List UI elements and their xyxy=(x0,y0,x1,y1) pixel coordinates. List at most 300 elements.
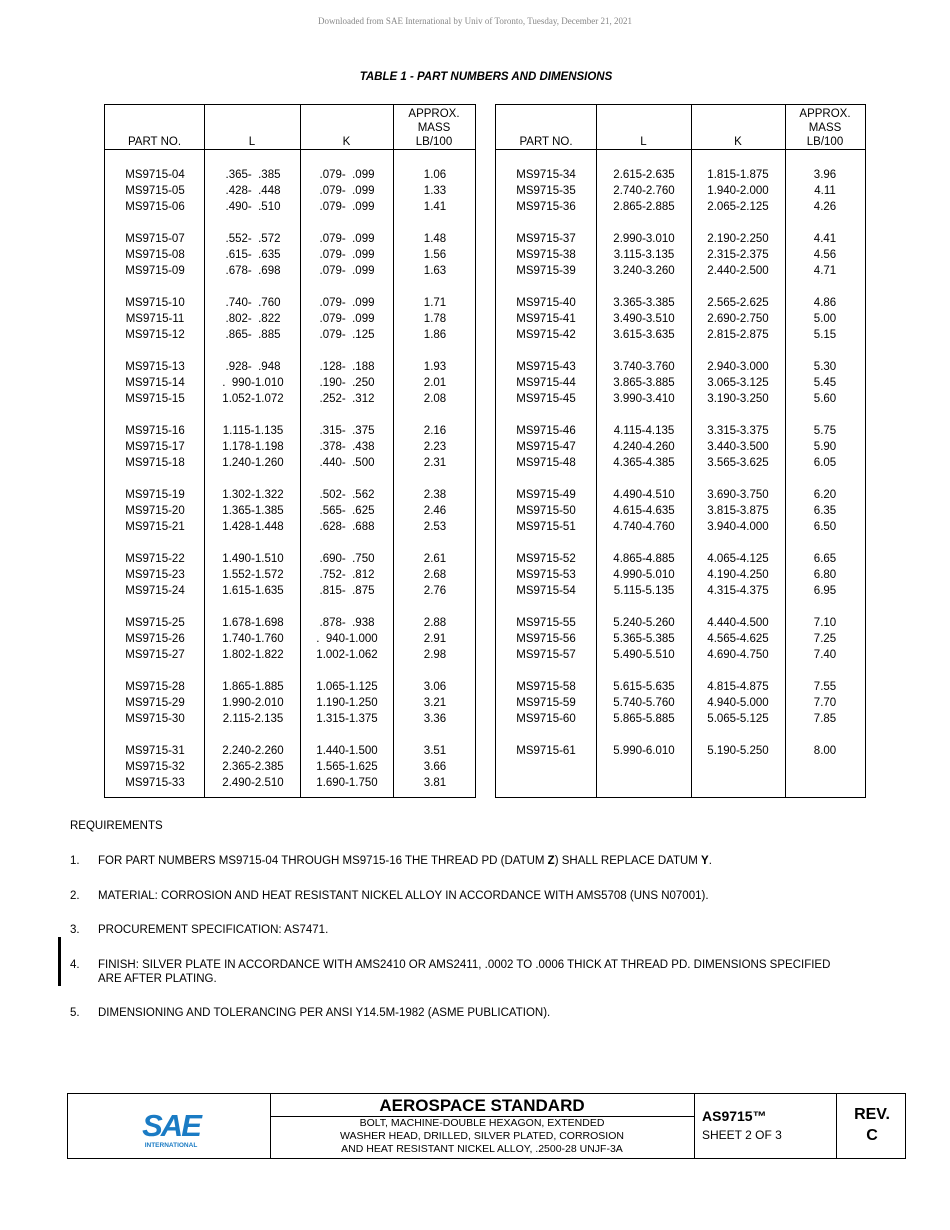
header-mass xyxy=(785,107,865,149)
row-spacer xyxy=(496,663,865,679)
part-number-cell: MS9715-48 xyxy=(516,457,576,469)
row-spacer xyxy=(496,535,865,551)
table-row xyxy=(105,391,475,407)
header-mass-line3: LB/100 xyxy=(806,136,844,148)
part-number-cell: MS9715-21 xyxy=(125,521,185,533)
table-row xyxy=(496,631,865,647)
k-value-cell: 4.190-4.250 xyxy=(707,569,769,581)
mass-value-cell: 2.38 xyxy=(423,489,447,501)
sheet-number: SHEET 2 OF 3 xyxy=(702,1128,782,1142)
desc-line-1: BOLT, MACHINE-DOUBLE HEXAGON, EXTENDED xyxy=(359,1117,605,1129)
mass-value-cell: 7.40 xyxy=(813,649,837,661)
k-value-cell: 3.565-3.625 xyxy=(707,457,769,469)
table-row xyxy=(496,519,865,535)
datum-z: Z xyxy=(547,855,555,867)
parts-table-left xyxy=(104,104,476,798)
revision xyxy=(837,1104,907,1146)
row-spacer xyxy=(105,343,475,359)
mass-value-cell: 1.71 xyxy=(423,297,447,309)
mass-value-cell: 3.21 xyxy=(423,697,447,709)
mass-value-cell: 2.23 xyxy=(423,441,447,453)
k-value-cell: 1.815-1.875 xyxy=(707,169,769,181)
part-number-cell: MS9715-54 xyxy=(516,585,576,597)
table-row xyxy=(105,647,475,663)
part-number-cell: MS9715-41 xyxy=(516,313,576,325)
row-spacer xyxy=(105,407,475,423)
table-row xyxy=(496,615,865,631)
part-number-cell: MS9715-13 xyxy=(125,361,185,373)
part-number-cell: MS9715-36 xyxy=(516,201,576,213)
k-value-cell: 1.065-1.125 xyxy=(316,681,378,693)
part-number-cell: MS9715-47 xyxy=(516,441,576,453)
l-value-cell: 3.115-3.135 xyxy=(613,249,675,261)
header-k: K xyxy=(342,136,351,148)
row-spacer xyxy=(496,279,865,295)
l-value-cell: 4.240-4.260 xyxy=(613,441,675,453)
l-value-cell: 4.490-4.510 xyxy=(613,489,675,501)
table-row xyxy=(105,583,475,599)
mass-value-cell: 3.36 xyxy=(423,713,447,725)
k-value-cell: 2.190-2.250 xyxy=(707,233,769,245)
l-value-cell: . 990-1.010 xyxy=(222,377,284,389)
table-row xyxy=(496,247,865,263)
mass-value-cell: 8.00 xyxy=(813,745,837,757)
table-row xyxy=(105,679,475,695)
part-number-cell: MS9715-14 xyxy=(125,377,185,389)
l-value-cell: .490- .510 xyxy=(225,201,281,213)
l-value-cell: 3.240-3.260 xyxy=(613,265,675,277)
table-row xyxy=(496,263,865,279)
part-number-cell: MS9715-22 xyxy=(125,553,185,565)
row-spacer xyxy=(105,535,475,551)
l-value-cell: 1.428-1.448 xyxy=(222,521,284,533)
row-spacer xyxy=(496,407,865,423)
mass-value-cell: 1.63 xyxy=(423,265,447,277)
sae-logo-subtext: INTERNATIONAL xyxy=(144,1142,198,1149)
part-description xyxy=(270,1117,694,1156)
rows-left xyxy=(105,167,475,791)
k-value-cell: .079- .099 xyxy=(319,185,375,197)
mass-value-cell: 5.75 xyxy=(813,425,837,437)
mass-value-cell: 1.56 xyxy=(423,249,447,261)
l-value-cell: 5.865-5.885 xyxy=(613,713,675,725)
table-row xyxy=(496,311,865,327)
mass-value-cell: 3.81 xyxy=(423,777,447,789)
part-number-cell: MS9715-30 xyxy=(125,713,185,725)
mass-value-cell: 6.95 xyxy=(813,585,837,597)
table-row xyxy=(496,167,865,183)
header-mass-line1: APPROX. xyxy=(408,108,460,120)
part-number-cell: MS9715-51 xyxy=(516,521,576,533)
part-number-cell: MS9715-45 xyxy=(516,393,576,405)
l-value-cell: 2.740-2.760 xyxy=(613,185,675,197)
mass-value-cell: 1.93 xyxy=(423,361,447,373)
k-value-cell: .878- .938 xyxy=(319,617,375,629)
k-value-cell: 5.190-5.250 xyxy=(707,745,769,757)
table-row xyxy=(105,375,475,391)
l-value-cell: 1.865-1.885 xyxy=(222,681,284,693)
k-value-cell: .815- .875 xyxy=(319,585,375,597)
l-value-cell: 1.240-1.260 xyxy=(222,457,284,469)
header-l: L xyxy=(640,136,647,148)
download-notice: Downloaded from SAE International by Univ of Toronto, Tuesday, December 21, 2021 xyxy=(317,16,633,26)
part-number-cell: MS9715-10 xyxy=(125,297,185,309)
desc-line-2: WASHER HEAD, DRILLED, SILVER PLATED, CORROSION xyxy=(340,1130,624,1142)
rev-label: REV. xyxy=(854,1106,890,1123)
table-row xyxy=(105,295,475,311)
table-row xyxy=(496,439,865,455)
part-number-cell: MS9715-29 xyxy=(125,697,185,709)
header-mass-line2: MASS xyxy=(417,122,451,134)
mass-value-cell: 2.53 xyxy=(423,521,447,533)
l-value-cell: 2.490-2.510 xyxy=(222,777,284,789)
part-number-cell: MS9715-40 xyxy=(516,297,576,309)
part-number-cell: MS9715-20 xyxy=(125,505,185,517)
rows-right xyxy=(496,167,865,759)
l-value-cell: 2.365-2.385 xyxy=(222,761,284,773)
k-value-cell: 1.940-2.000 xyxy=(707,185,769,197)
part-number-cell: MS9715-43 xyxy=(516,361,576,373)
requirement-text: FINISH: SILVER PLATE IN ACCORDANCE WITH AMS2410 OR AMS2411, .0002 TO .0006 THICK AT THREAD PD. DIMENSIONS SPECIFIED ARE AFTER PLATING. xyxy=(98,959,831,985)
mass-value-cell: 2.46 xyxy=(423,505,447,517)
table-row xyxy=(496,455,865,471)
table-row xyxy=(105,231,475,247)
requirement-text: FOR PART NUMBERS MS9715-04 THROUGH MS9715-16 THE THREAD PD (DATUM Z) SHALL REPLACE DATUM Y. xyxy=(98,855,712,867)
table-row xyxy=(105,743,475,759)
k-value-cell: .079- .099 xyxy=(319,249,375,261)
l-value-cell: 2.240-2.260 xyxy=(222,745,284,757)
header-l: L xyxy=(248,136,256,148)
header-part-no: PART NO. xyxy=(519,136,573,148)
k-value-cell: .079- .099 xyxy=(319,265,375,277)
k-value-cell: 3.315-3.375 xyxy=(707,425,769,437)
k-value-cell: 2.690-2.750 xyxy=(707,313,769,325)
table-row xyxy=(105,615,475,631)
table-row xyxy=(496,327,865,343)
l-value-cell: .428- .448 xyxy=(225,185,281,197)
l-value-cell: 5.990-6.010 xyxy=(613,745,675,757)
k-value-cell: .690- .750 xyxy=(319,553,375,565)
mass-value-cell: 5.15 xyxy=(813,329,837,341)
part-number-cell: MS9715-06 xyxy=(125,201,185,213)
mass-value-cell: 3.06 xyxy=(423,681,447,693)
requirement-number: 4. xyxy=(70,959,80,971)
mass-value-cell: 6.50 xyxy=(813,521,837,533)
mass-value-cell: 6.65 xyxy=(813,553,837,565)
part-number-cell: MS9715-53 xyxy=(516,569,576,581)
table-row xyxy=(496,391,865,407)
title-block xyxy=(67,1093,906,1159)
mass-value-cell: 7.10 xyxy=(813,617,837,629)
l-value-cell: .740- .760 xyxy=(225,297,281,309)
part-number-cell: MS9715-04 xyxy=(125,169,185,181)
part-number-cell: MS9715-18 xyxy=(125,457,185,469)
l-value-cell: 1.302-1.322 xyxy=(222,489,284,501)
l-value-cell: 2.990-3.010 xyxy=(613,233,675,245)
table-row xyxy=(496,695,865,711)
table-row xyxy=(496,487,865,503)
l-value-cell: 1.115-1.135 xyxy=(222,425,284,437)
requirement-number: 5. xyxy=(70,1007,80,1019)
aerospace-standard-heading: AEROSPACE STANDARD xyxy=(270,1094,694,1117)
header-mass-line3: LB/100 xyxy=(415,136,453,148)
table-row xyxy=(105,359,475,375)
l-value-cell: 4.990-5.010 xyxy=(613,569,675,581)
mass-value-cell: 7.55 xyxy=(813,681,837,693)
part-number-cell: MS9715-07 xyxy=(125,233,185,245)
k-value-cell: 1.190-1.250 xyxy=(316,697,378,709)
mass-value-cell: 3.51 xyxy=(423,745,447,757)
table-row xyxy=(105,247,475,263)
l-value-cell: 1.365-1.385 xyxy=(222,505,284,517)
k-value-cell: .079- .099 xyxy=(319,169,375,181)
mass-value-cell: 4.56 xyxy=(813,249,837,261)
part-number-cell: MS9715-31 xyxy=(125,745,185,757)
part-number-cell: MS9715-16 xyxy=(125,425,185,437)
mass-value-cell: 2.68 xyxy=(423,569,447,581)
mass-value-cell: 2.16 xyxy=(423,425,447,437)
k-value-cell: 3.815-3.875 xyxy=(707,505,769,517)
row-spacer xyxy=(496,599,865,615)
l-value-cell: 4.115-4.135 xyxy=(613,425,675,437)
part-number-cell: MS9715-24 xyxy=(125,585,185,597)
k-value-cell: 4.440-4.500 xyxy=(707,617,769,629)
mass-value-cell: 5.30 xyxy=(813,361,837,373)
l-value-cell: 3.740-3.760 xyxy=(613,361,675,373)
k-value-cell: 2.315-2.375 xyxy=(707,249,769,261)
l-value-cell: 3.365-3.385 xyxy=(613,297,675,309)
parts-table-right xyxy=(495,104,866,798)
table-row xyxy=(496,503,865,519)
l-value-cell: 5.615-5.635 xyxy=(613,681,675,693)
mass-value-cell: 1.86 xyxy=(423,329,447,341)
table-row xyxy=(105,631,475,647)
row-spacer xyxy=(496,471,865,487)
part-number-cell: MS9715-52 xyxy=(516,553,576,565)
mass-value-cell: 7.85 xyxy=(813,713,837,725)
requirement-text: DIMENSIONING AND TOLERANCING PER ANSI Y14.5M-1982 (ASME PUBLICATION). xyxy=(98,1007,551,1019)
table-row xyxy=(496,295,865,311)
part-number-cell: MS9715-05 xyxy=(125,185,185,197)
k-value-cell: .252- .312 xyxy=(319,393,375,405)
mass-value-cell: 4.71 xyxy=(813,265,837,277)
k-value-cell: 1.565-1.625 xyxy=(316,761,378,773)
k-value-cell: .079- .099 xyxy=(319,297,375,309)
k-value-cell: .502- .562 xyxy=(319,489,375,501)
part-number-cell: MS9715-19 xyxy=(125,489,185,501)
k-value-cell: .079- .125 xyxy=(319,329,375,341)
mass-value-cell: 2.76 xyxy=(423,585,447,597)
k-value-cell: 2.065-2.125 xyxy=(707,201,769,213)
l-value-cell: 1.678-1.698 xyxy=(222,617,284,629)
mass-value-cell: 1.06 xyxy=(423,169,447,181)
table-row xyxy=(105,503,475,519)
part-number-cell: MS9715-60 xyxy=(516,713,576,725)
part-number-cell: MS9715-28 xyxy=(125,681,185,693)
part-number-cell: MS9715-49 xyxy=(516,489,576,501)
table-row xyxy=(496,183,865,199)
table-row xyxy=(496,375,865,391)
part-number-cell: MS9715-46 xyxy=(516,425,576,437)
k-value-cell: 4.065-4.125 xyxy=(707,553,769,565)
k-value-cell: . 940-1.000 xyxy=(316,633,378,645)
l-value-cell: 5.240-5.260 xyxy=(613,617,675,629)
k-value-cell: 2.565-2.625 xyxy=(707,297,769,309)
mass-value-cell: 1.48 xyxy=(423,233,447,245)
k-value-cell: 3.190-3.250 xyxy=(707,393,769,405)
table-row xyxy=(496,231,865,247)
table-row xyxy=(496,359,865,375)
header-part-no: PART NO. xyxy=(127,136,182,148)
k-value-cell: 3.440-3.500 xyxy=(707,441,769,453)
k-value-cell: 1.690-1.750 xyxy=(316,777,378,789)
datum-y: Y xyxy=(701,855,709,867)
table-title: TABLE 1 - PART NUMBERS AND DIMENSIONS xyxy=(359,71,613,83)
part-number-cell: MS9715-12 xyxy=(125,329,185,341)
part-number-cell: MS9715-50 xyxy=(516,505,576,517)
l-value-cell: 3.615-3.635 xyxy=(613,329,675,341)
requirement-number: 2. xyxy=(70,890,80,902)
l-value-cell: 4.365-4.385 xyxy=(613,457,675,469)
requirements-title: REQUIREMENTS xyxy=(70,820,163,832)
mass-value-cell: 6.20 xyxy=(813,489,837,501)
k-value-cell: 5.065-5.125 xyxy=(707,713,769,725)
table-row xyxy=(105,167,475,183)
row-spacer xyxy=(105,727,475,743)
row-spacer xyxy=(105,599,475,615)
mass-value-cell: 6.80 xyxy=(813,569,837,581)
mass-value-cell: 4.86 xyxy=(813,297,837,309)
table-row xyxy=(496,743,865,759)
mass-value-cell: 2.91 xyxy=(423,633,447,645)
l-value-cell: 5.740-5.760 xyxy=(613,697,675,709)
mass-value-cell: 2.31 xyxy=(423,457,447,469)
l-value-cell: 1.615-1.635 xyxy=(222,585,284,597)
l-value-cell: 4.615-4.635 xyxy=(613,505,675,517)
k-value-cell: .315- .375 xyxy=(319,425,375,437)
part-number-cell: MS9715-27 xyxy=(125,649,185,661)
l-value-cell: 1.052-1.072 xyxy=(222,393,284,405)
table-row xyxy=(105,263,475,279)
table-row xyxy=(105,519,475,535)
k-value-cell: .190- .250 xyxy=(319,377,375,389)
k-value-cell: 3.690-3.750 xyxy=(707,489,769,501)
l-value-cell: .365- .385 xyxy=(225,169,281,181)
mass-value-cell: 5.60 xyxy=(813,393,837,405)
mass-value-cell: 7.70 xyxy=(813,697,837,709)
mass-value-cell: 6.05 xyxy=(813,457,837,469)
k-value-cell: 2.940-3.000 xyxy=(707,361,769,373)
l-value-cell: 4.865-4.885 xyxy=(613,553,675,565)
l-value-cell: 5.365-5.385 xyxy=(613,633,675,645)
k-value-cell: .752- .812 xyxy=(319,569,375,581)
k-value-cell: 2.440-2.500 xyxy=(707,265,769,277)
sae-logo xyxy=(138,1106,204,1155)
sae-logo-mark: SAE xyxy=(142,1108,200,1143)
mass-value-cell: 1.78 xyxy=(423,313,447,325)
l-value-cell: .615- .635 xyxy=(225,249,281,261)
part-number-cell: MS9715-59 xyxy=(516,697,576,709)
desc-line-3: AND HEAT RESISTANT NICKEL ALLOY, .2500-28 UNJF-3A xyxy=(341,1143,623,1155)
mass-value-cell: 5.00 xyxy=(813,313,837,325)
l-value-cell: 1.552-1.572 xyxy=(222,569,284,581)
row-spacer xyxy=(105,471,475,487)
k-value-cell: 4.315-4.375 xyxy=(707,585,769,597)
requirement-number: 3. xyxy=(70,924,80,936)
mass-value-cell: 1.33 xyxy=(423,185,447,197)
table-row xyxy=(496,567,865,583)
l-value-cell: 4.740-4.760 xyxy=(613,521,675,533)
table-row xyxy=(105,439,475,455)
part-number-cell: MS9715-37 xyxy=(516,233,576,245)
part-number-cell: MS9715-39 xyxy=(516,265,576,277)
table-row xyxy=(496,199,865,215)
requirement-text: PROCUREMENT SPECIFICATION: AS7471. xyxy=(98,924,329,936)
mass-value-cell: 2.61 xyxy=(423,553,447,565)
header-mass-line1: APPROX. xyxy=(799,108,851,120)
part-number-cell: MS9715-08 xyxy=(125,249,185,261)
row-spacer xyxy=(496,215,865,231)
table-row xyxy=(105,199,475,215)
mass-value-cell: 7.25 xyxy=(813,633,837,645)
k-value-cell: 1.440-1.500 xyxy=(316,745,378,757)
mass-value-cell: 6.35 xyxy=(813,505,837,517)
l-value-cell: .678- .698 xyxy=(225,265,281,277)
mass-value-cell: 2.01 xyxy=(423,377,447,389)
k-value-cell: .565- .625 xyxy=(319,505,375,517)
k-value-cell: 2.815-2.875 xyxy=(707,329,769,341)
k-value-cell: 4.690-4.750 xyxy=(707,649,769,661)
l-value-cell: .552- .572 xyxy=(225,233,281,245)
part-number-cell: MS9715-17 xyxy=(125,441,185,453)
table-row xyxy=(105,551,475,567)
l-value-cell: 3.990-3.410 xyxy=(613,393,675,405)
table-row xyxy=(105,311,475,327)
part-number-cell: MS9715-23 xyxy=(125,569,185,581)
k-value-cell: 4.940-5.000 xyxy=(707,697,769,709)
part-number-cell: MS9715-33 xyxy=(125,777,185,789)
k-value-cell: 4.565-4.625 xyxy=(707,633,769,645)
part-number-cell: MS9715-26 xyxy=(125,633,185,645)
table-row xyxy=(496,679,865,695)
l-value-cell: 3.490-3.510 xyxy=(613,313,675,325)
mass-value-cell: 2.08 xyxy=(423,393,447,405)
mass-value-cell: 3.96 xyxy=(813,169,837,181)
requirement-number: 1. xyxy=(70,855,80,867)
part-number-cell: MS9715-61 xyxy=(516,745,576,757)
l-value-cell: 3.865-3.885 xyxy=(613,377,675,389)
table-row xyxy=(105,695,475,711)
part-number-cell: MS9715-56 xyxy=(516,633,576,645)
part-number-cell: MS9715-58 xyxy=(516,681,576,693)
part-number-cell: MS9715-42 xyxy=(516,329,576,341)
mass-value-cell: 4.41 xyxy=(813,233,837,245)
k-value-cell: 1.315-1.375 xyxy=(316,713,378,725)
part-number-cell: MS9715-35 xyxy=(516,185,576,197)
rev-value: C xyxy=(866,1127,878,1144)
row-spacer xyxy=(105,215,475,231)
mass-value-cell: 5.45 xyxy=(813,377,837,389)
part-number-cell: MS9715-34 xyxy=(516,169,576,181)
table-row xyxy=(105,759,475,775)
part-number-cell: MS9715-25 xyxy=(125,617,185,629)
mass-value-cell: 1.41 xyxy=(423,201,447,213)
l-value-cell: 5.115-5.135 xyxy=(613,585,675,597)
l-value-cell: 1.990-2.010 xyxy=(222,697,284,709)
k-value-cell: .378- .438 xyxy=(319,441,375,453)
k-value-cell: .079- .099 xyxy=(319,201,375,213)
part-number-cell: MS9715-32 xyxy=(125,761,185,773)
